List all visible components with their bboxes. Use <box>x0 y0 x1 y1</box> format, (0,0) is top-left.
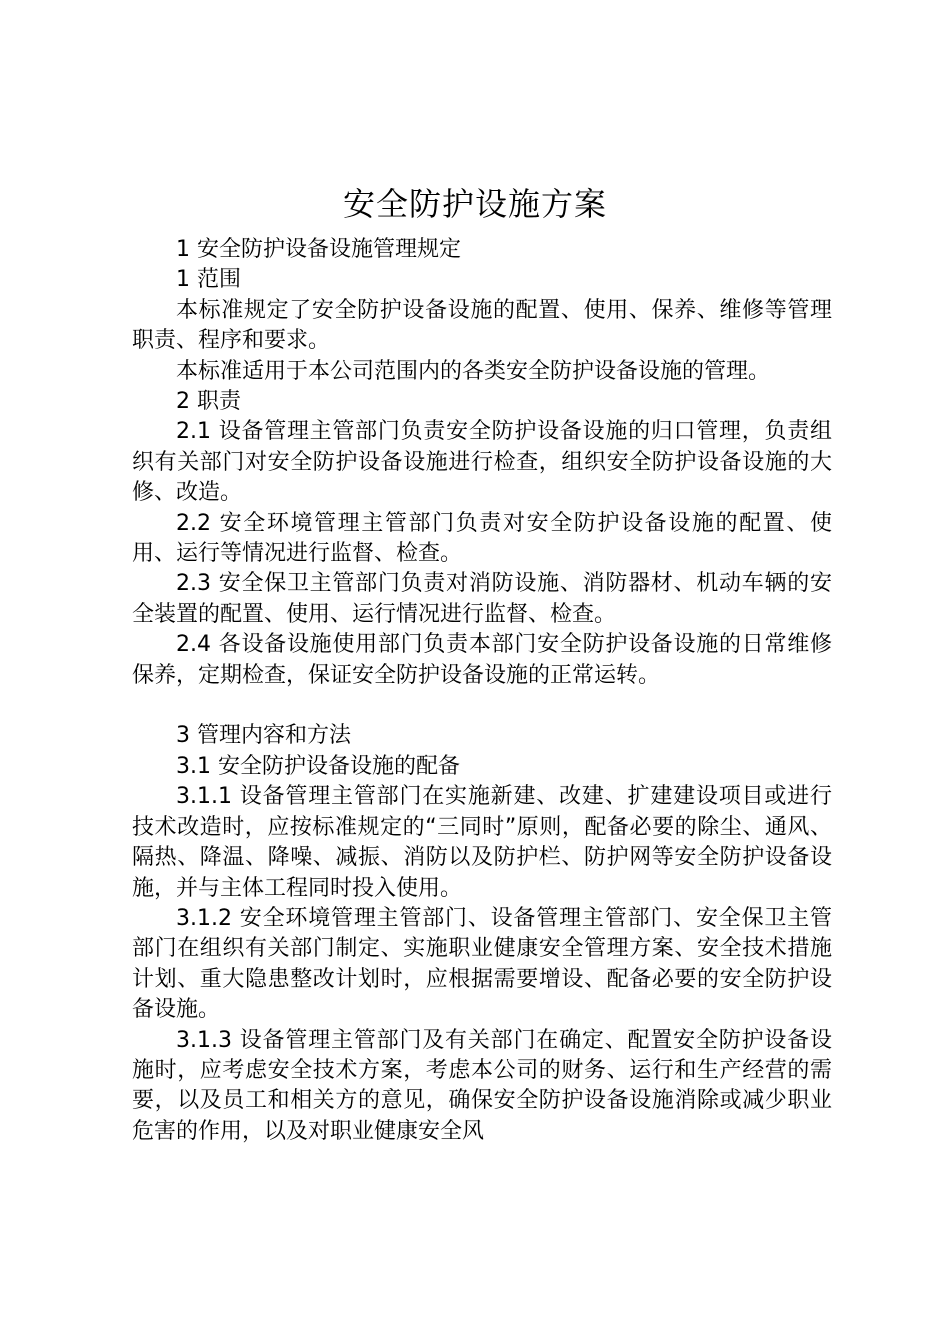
subsection-heading: 3 管理内容和方法 <box>176 723 351 749</box>
subsection-heading: 3.1 安全防护设备设施的配备 <box>176 753 460 779</box>
subsection-heading: 2 职责 <box>176 389 241 415</box>
paragraph: 2.1 设备管理主管部门负责安全防护设备设施的归口管理，负责组织有关部门对安全防护设备设施进行检查，组织安全防护设备设施的大修、改造。 <box>132 419 832 506</box>
document-title: 安全防护设施方案 <box>342 185 607 223</box>
section-heading: 1 安全防护设备设施管理规定 <box>176 237 461 262</box>
subsection-heading: 1 范围 <box>176 267 241 293</box>
paragraph: 本标准规定了安全防护设备设施的配置、使用、保养、维修等管理职责、程序和要求。 <box>132 297 832 354</box>
paragraph: 3.1.1 设备管理主管部门在实施新建、改建、扩建建设项目或进行技术改造时，应按标准规定的“三同时”原则，配备必要的除尘、通风、隔热、降温、降噪、减振、消防以及防护栏、防护网等安全防护设备设施，并与主体工程同时投入使用。 <box>132 784 832 901</box>
paragraph: 2.3 安全保卫主管部门负责对消防设施、消防器材、机动车辆的安全装置的配置、使用、运行情况进行监督、检查。 <box>132 571 832 627</box>
paragraph: 本标准适用于本公司范围内的各类安全防护设备设施的管理。 <box>176 358 771 384</box>
blank-line <box>132 691 832 721</box>
paragraph: 3.1.3 设备管理主管部门及有关部门在确定、配置安全防护设备设施时，应考虑安全技术方案，考虑本公司的财务、运行和生产经营的需要，以及员工和相关方的意见，确保安全防护设备设施消除或减少职业危害的作用，以及对职业健康安全风 <box>132 1027 832 1144</box>
paragraph: 3.1.2 安全环境管理主管部门、设备管理主管部门、安全保卫主管部门在组织有关部门制定、实施职业健康安全管理方案、安全技术措施计划、重大隐患整改计划时，应根据需要增设、配备必要的安全防护设备设施。 <box>132 905 832 1023</box>
document-body <box>132 235 832 1147</box>
paragraph: 2.4 各设备设施使用部门负责本部门安全防护设备设施的日常维修保养，定期检查，保证安全防护设备设施的正常运转。 <box>132 632 832 688</box>
paragraph: 2.2 安全环境管理主管部门负责对安全防护设备设施的配置、使用、运行等情况进行监督、检查。 <box>132 510 832 567</box>
